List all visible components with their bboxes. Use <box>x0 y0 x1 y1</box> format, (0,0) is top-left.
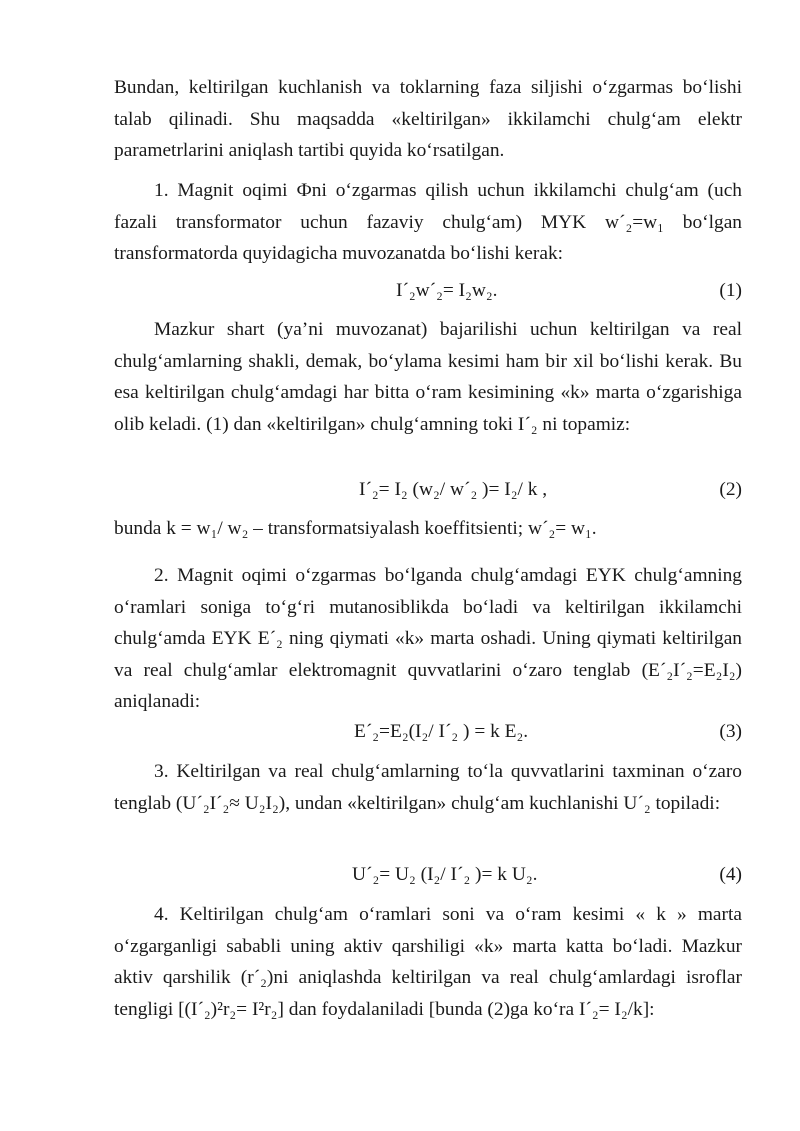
equation-3-expression: E´₂=E₂(I₂/ I´₂ ) = k E₂. <box>354 721 529 742</box>
paragraph-intro: Bundan, keltirilgan kuchlanish va toklarning faza siljishi o‘zgarmas bo‘lishi talab qilinadi. Shu maqsadda «keltirilgan» ikkilamchi chulg‘am elektr parametrlarini aniqlash tartibi quyida ko‘rsatilgan. <box>114 77 742 162</box>
equation-2-number: (2) <box>719 479 742 500</box>
equation-4-number: (4) <box>719 864 742 885</box>
equation-2 <box>114 474 742 506</box>
equation-4 <box>114 859 742 891</box>
equation-3 <box>114 716 742 748</box>
paragraph-item-4: 4. Keltirilgan chulg‘am o‘ramlari soni va o‘ram kesimi « k » marta o‘zgarganligi sababli uning aktiv qarshiligi «k» marta katta bo‘ladi. Mazkur aktiv qarshilik (r´₂)ni aniqlashda keltirilgan va real chulg‘amlardagi isroflar tengligi [(I´₂)²r₂= I²r₂] dan foydalaniladi [bunda (2)ga ko‘ra I´₂= I₂/k]: <box>114 904 742 1020</box>
paragraph-item-1: 1. Magnit oqimi Фni o‘zgarmas qilish uchun ikkilamchi chulg‘am (uch fazali transformator uchun fazaviy chulg‘am) MYK w´₂=w₁ bo‘lgan transformatorda quyidagicha muvozanatda bo‘lishi kerak: <box>114 180 742 265</box>
equation-3-number: (3) <box>719 721 742 742</box>
equation-2-expression: I´₂= I₂ (w₂/ w´₂ )= I₂/ k , <box>359 479 548 500</box>
equation-1-expression: I´₂w´₂= I₂w₂. <box>396 280 498 301</box>
equation-1-number: (1) <box>719 280 742 301</box>
equation-1 <box>114 275 742 307</box>
paragraph-item-2: 2. Magnit oqimi o‘zgarmas bo‘lganda chulg‘amdagi EYK chulg‘amning o‘ramlari soniga to‘g‘ri mutanosiblikda bo‘ladi va keltirilgan ikkilamchi chulg‘amda EYK E´₂ ning qiymati «k» marta oshadi. Uning qiymati keltirilgan va real chulg‘amlar elektromagnit quvvatlarini o‘zaro tenglab (E´₂I´₂=E₂I₂) aniqlanadi: <box>114 565 742 713</box>
paragraph-condition: Mazkur shart (ya’ni muvozanat) bajarilishi uchun keltirilgan va real chulg‘amlarning shakli, demak, bo‘ylama kesimi ham bir xil bo‘lishi kerak. Bu esa keltirilgan chulg‘amdagi har bitta o‘ram kesimining «k» marta o‘zgarishiga olib keladi. (1) dan «keltirilgan» chulg‘amning toki I´₂ ni topamiz: <box>114 319 742 435</box>
paragraph-item-3: 3. Keltirilgan va real chulg‘amlarning to‘la quvvatlarini taxminan o‘zaro tenglab (U´₂I´₂≈ U₂I₂), undan «keltirilgan» chulg‘am kuchlanishi U´₂ topiladi: <box>114 761 742 814</box>
paragraph-where-k: bunda k = w₁/ w₂ – transformatsiyalash koeffitsienti; w´₂= w₁. <box>114 518 597 539</box>
equation-4-expression: U´₂= U₂ (I₂/ I´₂ )= k U₂. <box>352 864 538 885</box>
